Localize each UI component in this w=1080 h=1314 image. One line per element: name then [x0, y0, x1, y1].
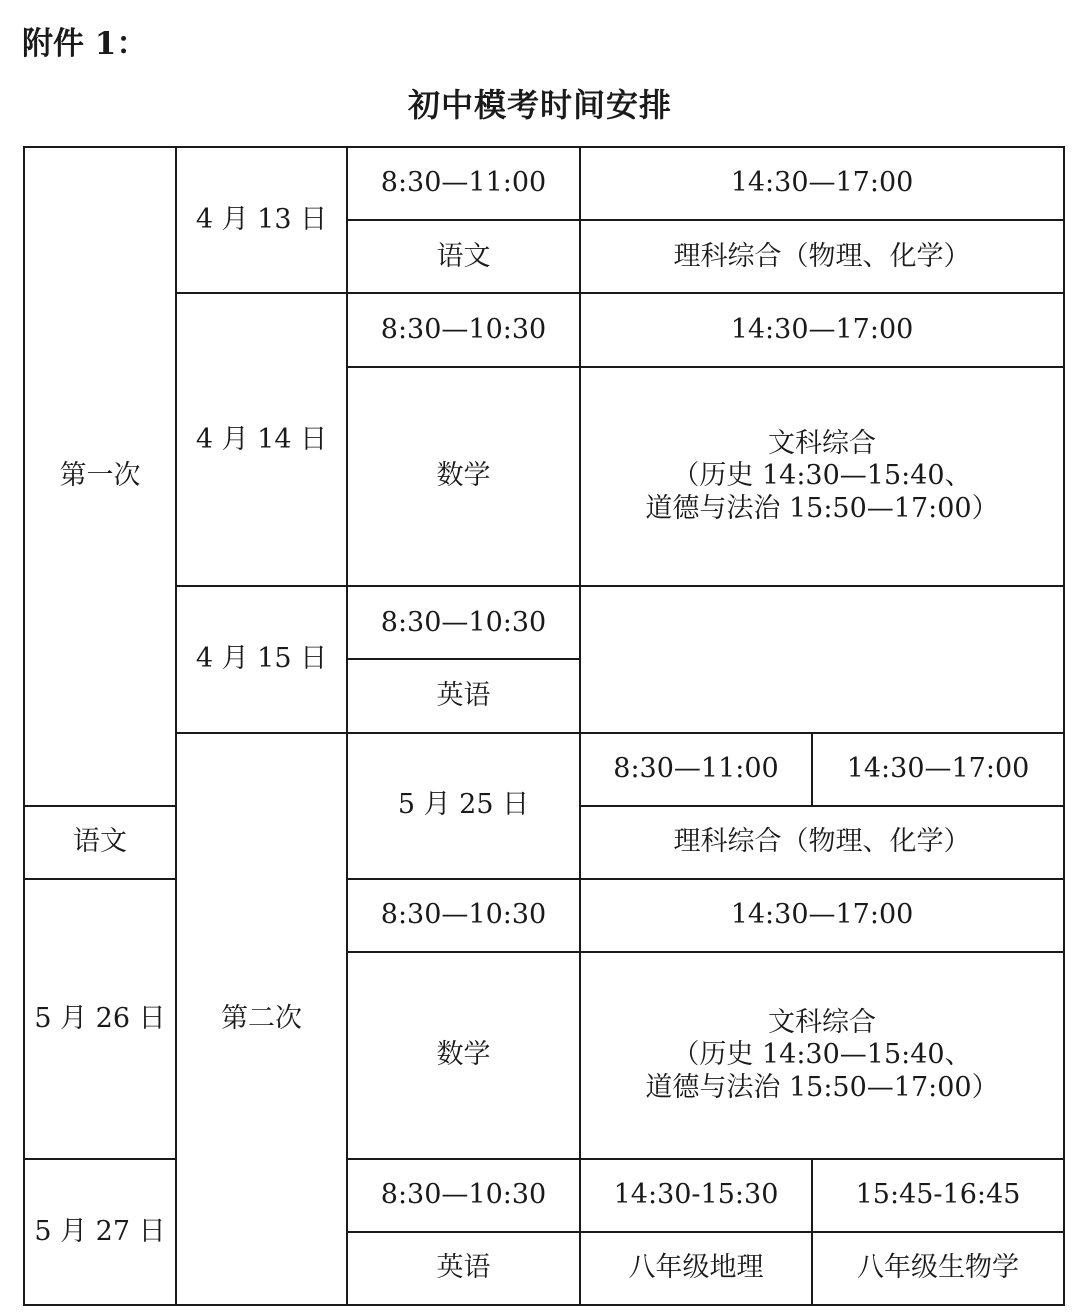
date-cell: 4 月 15 日 [176, 586, 347, 732]
morning-time: 8:30—11:00 [347, 147, 580, 220]
afternoon-time: 14:30—17:00 [580, 293, 1064, 366]
round-label: 第一次 [24, 147, 176, 806]
afternoon-subject: 理科综合（物理、化学） [580, 220, 1064, 293]
date-cell: 4 月 14 日 [176, 293, 347, 586]
date-cell: 5 月 26 日 [24, 879, 176, 1159]
afternoon-subject [580, 367, 1064, 587]
afternoon-time: 14:30—17:00 [812, 733, 1064, 806]
morning-time: 8:30—11:00 [580, 733, 812, 806]
attachment-label: 附件 1： [22, 26, 148, 62]
morning-time: 8:30—10:30 [347, 1159, 580, 1232]
afternoon2-time: 15:45-16:45 [812, 1159, 1064, 1232]
subject-line: 道德与法治 15:50—17:00） [645, 1071, 999, 1103]
date-cell: 5 月 25 日 [347, 733, 580, 879]
morning-subject: 英语 [347, 1232, 580, 1305]
afternoon1-subject: 八年级地理 [580, 1232, 812, 1305]
morning-time: 8:30—10:30 [347, 586, 580, 659]
date-cell: 5 月 27 日 [24, 1159, 176, 1305]
date-cell: 4 月 13 日 [176, 147, 347, 293]
morning-time: 8:30—10:30 [347, 879, 580, 952]
page-title: 初中模考时间安排 [407, 86, 672, 124]
afternoon-subject: 理科综合（物理、化学） [580, 806, 1064, 879]
afternoon1-time: 14:30-15:30 [580, 1159, 812, 1232]
exam-schedule-table [23, 146, 1065, 1306]
morning-subject: 数学 [347, 367, 580, 587]
morning-subject: 语文 [24, 806, 176, 879]
subject-line: 道德与法治 15:50—17:00） [645, 492, 999, 524]
subject-line: （历史 14:30—15:40、 [672, 1039, 972, 1071]
empty-cell [580, 586, 1064, 732]
subject-line: （历史 14:30—15:40、 [672, 460, 972, 492]
morning-subject: 英语 [347, 659, 580, 732]
afternoon-time: 14:30—17:00 [580, 147, 1064, 220]
round-label: 第二次 [176, 733, 347, 1306]
morning-time: 8:30—10:30 [347, 293, 580, 366]
afternoon2-subject: 八年级生物学 [812, 1232, 1064, 1305]
subject-line: 文科综合 [768, 427, 876, 459]
morning-subject: 数学 [347, 952, 580, 1159]
subject-line: 文科综合 [768, 1006, 876, 1038]
afternoon-subject [580, 952, 1064, 1159]
afternoon-time: 14:30—17:00 [580, 879, 1064, 952]
morning-subject: 语文 [347, 220, 580, 293]
